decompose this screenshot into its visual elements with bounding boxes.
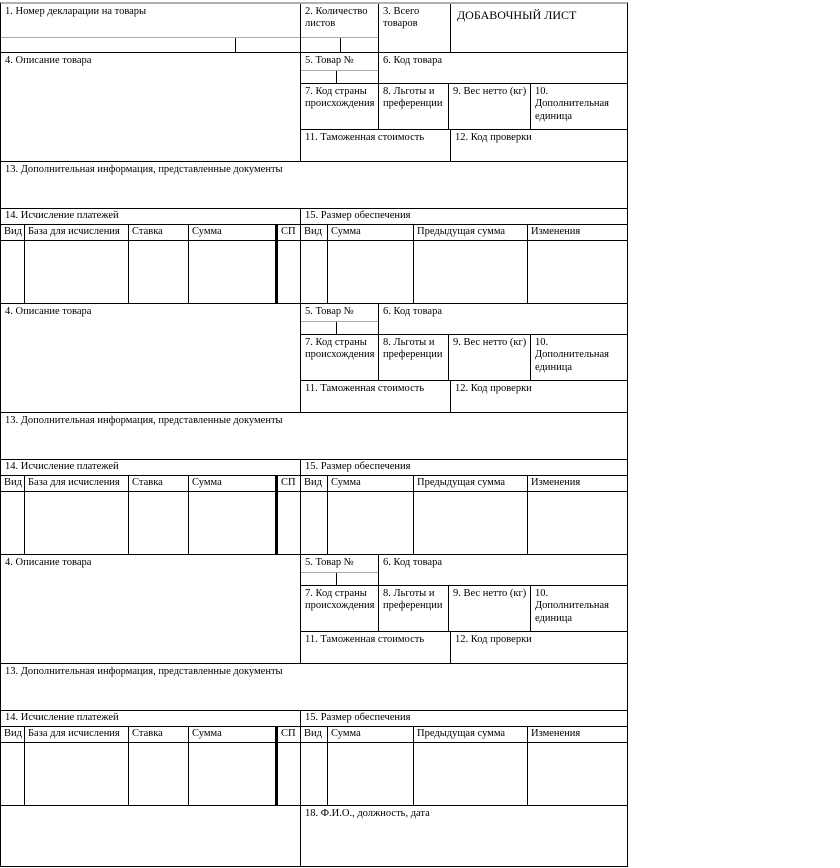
field6-commodity-code-label: 6. Код товара xyxy=(383,306,442,317)
cell-base-empty xyxy=(25,241,129,303)
field7-origin-country-label: 7. Код страны происхождения xyxy=(301,335,379,380)
goods-block xyxy=(1,53,627,162)
field2-value-box-left xyxy=(301,38,341,52)
field1-value-box-left xyxy=(1,38,236,52)
cell-vid2-empty xyxy=(301,743,328,805)
payments-body-cells xyxy=(1,743,301,805)
field5-label: 5. Товар № xyxy=(301,304,378,322)
field3-total-goods-label: 3. Всего товаров xyxy=(379,4,451,52)
field4-description-label: 4. Описание товара xyxy=(1,53,301,161)
col-stavka-label: Ставка xyxy=(129,225,189,240)
goods-row-origin-weight xyxy=(301,335,627,381)
guarantee-columns xyxy=(301,476,627,491)
payments-table-header xyxy=(1,476,627,492)
goods-block xyxy=(1,304,627,413)
field12-check-code-label: 12. Код проверки xyxy=(455,634,532,645)
col-summa2-label: Сумма xyxy=(328,727,414,742)
goods-section xyxy=(1,304,627,555)
cell-base-empty xyxy=(25,492,129,554)
payments-columns xyxy=(1,225,301,240)
col-vid-label: Вид xyxy=(1,476,25,491)
col-vid2-label: Вид xyxy=(301,225,328,240)
col-izmeneniya-label: Изменения xyxy=(531,728,581,739)
cell-stavka-empty xyxy=(129,241,189,303)
col-sp-label: СП xyxy=(281,226,296,237)
cell-vid2-empty xyxy=(301,241,328,303)
field11-customs-value-label: 11. Таможенная стоимость xyxy=(301,130,451,161)
col-summa-label: Сумма xyxy=(189,225,278,240)
cell-izmeneniya-empty xyxy=(528,743,627,805)
col-prev-sum-label: Предыдущая сумма xyxy=(414,225,528,240)
field9-net-weight-label: 9. Вес нетто (кг) xyxy=(449,84,531,129)
field9-net-weight-label: 9. Вес нетто (кг) xyxy=(449,586,531,631)
cell-summa-empty xyxy=(189,743,278,805)
payments-band xyxy=(1,460,627,476)
field15-guarantee-label: 15. Размер обеспечения xyxy=(305,461,411,472)
col-base-label: База для исчисления xyxy=(25,225,129,240)
field18-signature-label: 18. Ф.И.О., должность, дата xyxy=(305,808,430,819)
goods-section xyxy=(1,555,627,806)
field1-value-box-right xyxy=(236,38,300,52)
col-base-label: База для исчисления xyxy=(25,727,129,742)
col-summa2-label: Сумма xyxy=(328,476,414,491)
col-sp-label: СП xyxy=(281,477,296,488)
field4-description-label: 4. Описание товара xyxy=(1,304,301,412)
cell-base-empty xyxy=(25,743,129,805)
goods-sections xyxy=(1,53,627,806)
guarantee-body-cells xyxy=(301,492,627,554)
goods-block xyxy=(1,555,627,664)
field7-origin-country-label: 7. Код страны происхождения xyxy=(301,84,379,129)
field14-payments-label: 14. Исчисление платежей xyxy=(1,711,301,726)
cell-stavka-empty xyxy=(129,743,189,805)
field5-value-box-left xyxy=(301,71,337,83)
goods-row-origin-weight xyxy=(301,84,627,130)
field5-value-box-left xyxy=(301,573,337,585)
form-title: ДОБАВОЧНЫЙ ЛИСТ xyxy=(457,8,577,22)
col-summa-label: Сумма xyxy=(189,727,278,742)
field5-item-number-cell xyxy=(301,555,379,585)
cell-sp-empty xyxy=(278,241,300,303)
field9-net-weight-label: 9. Вес нетто (кг) xyxy=(449,335,531,380)
field11-customs-value-label: 11. Таможенная стоимость xyxy=(301,381,451,412)
col-vid2-label: Вид xyxy=(301,727,328,742)
field10-additional-unit-label: 10. Дополнительная единица xyxy=(535,588,610,624)
goods-row-customs-value xyxy=(301,381,627,412)
cell-prev-sum-empty xyxy=(414,492,528,554)
cell-summa2-empty xyxy=(328,492,414,554)
footer-row xyxy=(1,806,627,866)
field5-item-number-cell xyxy=(301,53,379,83)
field5-value-box-right xyxy=(337,71,378,83)
col-vid-label: Вид xyxy=(1,225,25,240)
field2-label: 2. Количество листов xyxy=(301,4,378,38)
field5-label: 5. Товар № xyxy=(301,555,378,573)
col-sp-label: СП xyxy=(281,728,296,739)
payments-band xyxy=(1,209,627,225)
guarantee-body-cells xyxy=(301,241,627,303)
field13-additional-info-label: 13. Дополнительная информация, представленные документы xyxy=(1,664,627,711)
footer-empty-cell xyxy=(1,806,301,866)
goods-row-item-code xyxy=(301,304,627,335)
col-prev-sum-label: Предыдущая сумма xyxy=(414,476,528,491)
field5-value-row xyxy=(301,71,378,83)
cell-vid-empty xyxy=(1,492,25,554)
cell-sp-empty xyxy=(278,743,300,805)
field14-payments-label: 14. Исчисление платежей xyxy=(1,209,301,224)
field10-additional-unit-label: 10. Дополнительная единица xyxy=(535,337,610,373)
payments-table-body xyxy=(1,492,627,555)
cell-izmeneniya-empty xyxy=(528,492,627,554)
payments-body-cells xyxy=(1,241,301,303)
field5-value-row xyxy=(301,322,378,334)
col-izmeneniya-label: Изменения xyxy=(531,226,581,237)
cell-izmeneniya-empty xyxy=(528,241,627,303)
goods-row-item-code xyxy=(301,53,627,84)
goods-row-origin-weight xyxy=(301,586,627,632)
cell-summa-empty xyxy=(189,241,278,303)
field5-value-box-right xyxy=(337,322,378,334)
field1-label: 1. Номер декларации на товары xyxy=(1,4,300,38)
col-prev-sum-label: Предыдущая сумма xyxy=(414,727,528,742)
field5-item-number-cell xyxy=(301,304,379,334)
goods-row-customs-value xyxy=(301,130,627,161)
header-row xyxy=(1,4,627,53)
field2-value-row xyxy=(301,38,378,52)
field1-value-row xyxy=(1,38,300,52)
field4-description-label: 4. Описание товара xyxy=(1,555,301,663)
field2-value-box-right xyxy=(341,38,378,52)
field6-commodity-code-label: 6. Код товара xyxy=(383,557,442,568)
col-summa2-label: Сумма xyxy=(328,225,414,240)
field5-value-row xyxy=(301,573,378,585)
guarantee-columns xyxy=(301,727,627,742)
payments-body-cells xyxy=(1,492,301,554)
col-stavka-label: Ставка xyxy=(129,476,189,491)
field8-preferences-label: 8. Льготы и преференции xyxy=(379,84,449,129)
field5-label: 5. Товар № xyxy=(301,53,378,71)
col-stavka-label: Ставка xyxy=(129,727,189,742)
field10-additional-unit-label: 10. Дополнительная единица xyxy=(535,86,610,122)
col-izmeneniya-label: Изменения xyxy=(531,477,581,488)
field5-value-box-left xyxy=(301,322,337,334)
field12-check-code-label: 12. Код проверки xyxy=(455,383,532,394)
cell-vid2-empty xyxy=(301,492,328,554)
goods-detail-grid xyxy=(301,555,627,663)
cell-prev-sum-empty xyxy=(414,743,528,805)
field7-origin-country-label: 7. Код страны происхождения xyxy=(301,586,379,631)
field11-customs-value-label: 11. Таможенная стоимость xyxy=(301,632,451,663)
col-vid-label: Вид xyxy=(1,727,25,742)
goods-detail-grid xyxy=(301,304,627,412)
col-vid2-label: Вид xyxy=(301,476,328,491)
payments-table-body xyxy=(1,743,627,806)
field13-additional-info-label: 13. Дополнительная информация, представленные документы xyxy=(1,162,627,209)
payments-table-header xyxy=(1,225,627,241)
guarantee-body-cells xyxy=(301,743,627,805)
additional-sheet-form xyxy=(0,2,628,867)
cell-sp-empty xyxy=(278,492,300,554)
cell-vid-empty xyxy=(1,743,25,805)
guarantee-columns xyxy=(301,225,627,240)
field8-preferences-label: 8. Льготы и преференции xyxy=(379,335,449,380)
col-summa-label: Сумма xyxy=(189,476,278,491)
field5-value-box-right xyxy=(337,573,378,585)
payments-columns xyxy=(1,727,301,742)
cell-vid-empty xyxy=(1,241,25,303)
field6-commodity-code-label: 6. Код товара xyxy=(383,55,442,66)
payments-columns xyxy=(1,476,301,491)
field2-sheet-count-cell xyxy=(301,4,379,52)
payments-band xyxy=(1,711,627,727)
goods-section xyxy=(1,53,627,304)
field8-preferences-label: 8. Льготы и преференции xyxy=(379,586,449,631)
goods-detail-grid xyxy=(301,53,627,161)
field13-additional-info-label: 13. Дополнительная информация, представленные документы xyxy=(1,413,627,460)
cell-stavka-empty xyxy=(129,492,189,554)
field15-guarantee-label: 15. Размер обеспечения xyxy=(305,712,411,723)
cell-summa2-empty xyxy=(328,743,414,805)
col-base-label: База для исчисления xyxy=(25,476,129,491)
field14-payments-label: 14. Исчисление платежей xyxy=(1,460,301,475)
field1-declaration-number-cell xyxy=(1,4,301,52)
goods-row-item-code xyxy=(301,555,627,586)
cell-prev-sum-empty xyxy=(414,241,528,303)
payments-table-header xyxy=(1,727,627,743)
goods-row-customs-value xyxy=(301,632,627,663)
field12-check-code-label: 12. Код проверки xyxy=(455,132,532,143)
field15-guarantee-label: 15. Размер обеспечения xyxy=(305,210,411,221)
payments-table-body xyxy=(1,241,627,304)
cell-summa2-empty xyxy=(328,241,414,303)
cell-summa-empty xyxy=(189,492,278,554)
